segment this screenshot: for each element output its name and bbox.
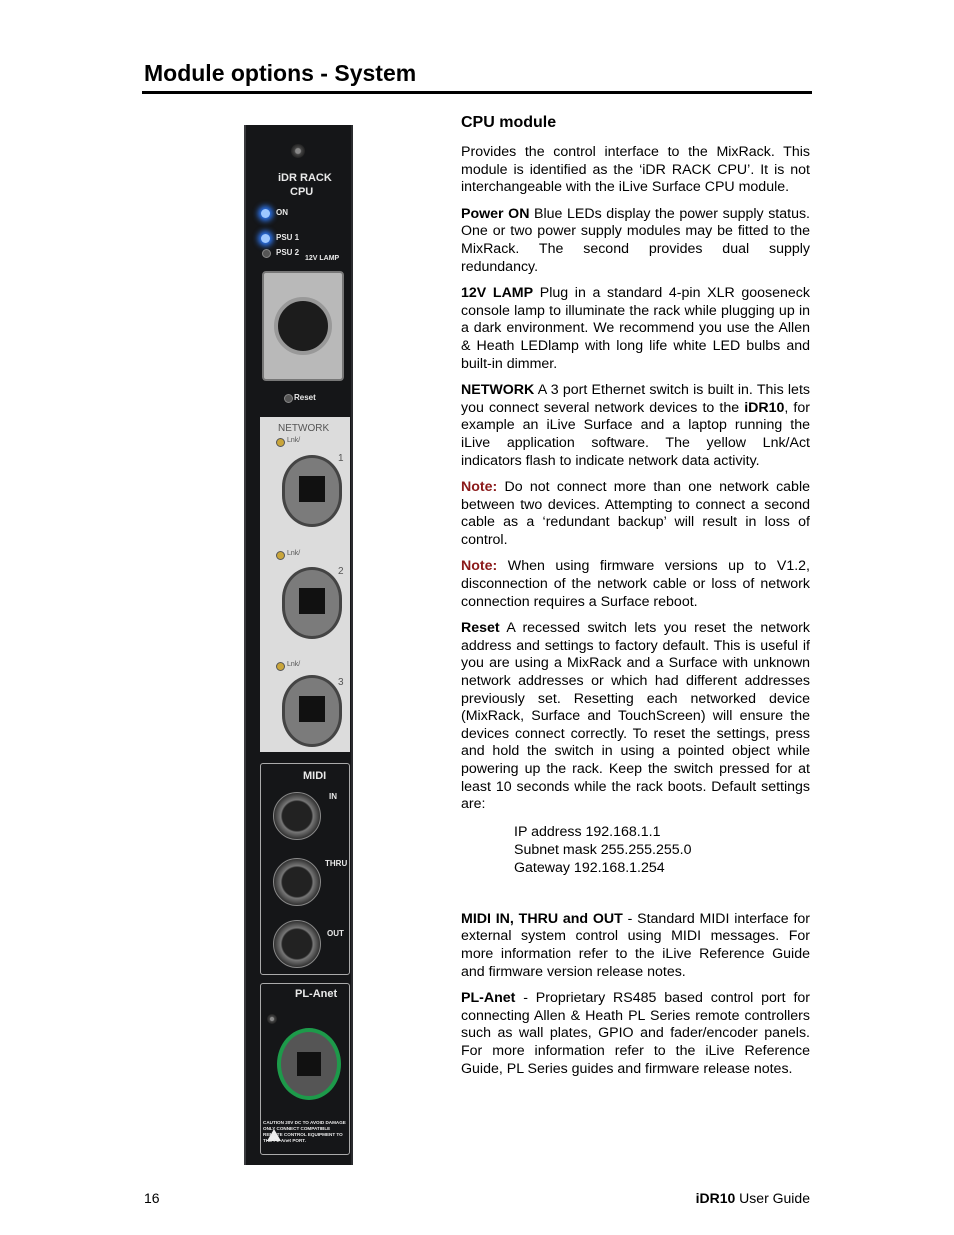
network-text-1: A 3 port Ethernet switch is built in. This lets you connect several network devices to the [461, 382, 810, 416]
midi-in-port[interactable] [273, 792, 321, 840]
network-term: NETWORK [461, 382, 535, 399]
intro-paragraph: Provides the control interface to the MixRack. This module is identified as the ‘iDR RACK CPU’. It is not interchangeable with the iLive Surface CPU module. [461, 144, 810, 196]
page-title: Module options - System [144, 60, 417, 86]
note-2-text: When using firmware versions up to V1.2, disconnection of the network cable or loss of network connection requires a Surface reboot. [461, 558, 810, 610]
caution-label: CAUTION 20V DC TO AVOID DAMAGE ONLY CONNECT COMPATIBLE REMOTE CONTROL EQUIPMENT TO THE PL-Anet PORT. [263, 1120, 346, 1143]
on-led-icon [261, 209, 270, 218]
lamp-label: 12V LAMP [305, 255, 340, 262]
lamp-term: 12V LAMP [461, 285, 534, 302]
default-gateway: Gateway 192.168.1.254 [514, 859, 665, 876]
default-ip: IP address 192.168.1.1 [514, 823, 661, 840]
reset-switch[interactable] [284, 394, 293, 403]
network-plate [260, 417, 350, 752]
midi-thru-label: THRU [325, 859, 348, 868]
ethernet-port-2[interactable] [282, 567, 342, 639]
pl-anet-section [260, 983, 350, 1155]
led-on-label: ON [276, 208, 288, 217]
psu2-led-icon [262, 249, 271, 258]
pl-anet-term: PL-Anet [461, 990, 516, 1007]
midi-out-port[interactable] [273, 920, 321, 968]
text-column [461, 113, 810, 1087]
network-text-2: , for example an iLive Surface and a laptop running the iLive application software. The yellow Lnk/Act indicators flash to indicate network data activity. [461, 399, 810, 469]
page-number: 16 [144, 1190, 160, 1206]
screw-icon [291, 144, 305, 158]
note-1-text: Do not connect more than one network cable between two devices. Attempting to connect a second cable as a ‘redundant backup’ will result in loss of control. [461, 479, 810, 548]
power-text: Blue LEDs display the power supply status. One or two power supply modules may be fitted to the MixRack. The second provides dual supply redundancy. [461, 205, 810, 275]
note-1-paragraph [461, 479, 810, 549]
port-3-label: 3 [338, 677, 344, 688]
midi-text: - Standard MIDI interface for external system control using MIDI messages. For more information refer to the iLive Reference Guide and firmware version release notes. [461, 910, 811, 980]
psu1-led-icon [261, 234, 270, 243]
ethernet-port-3[interactable] [282, 675, 342, 747]
default-subnet: Subnet mask 255.255.255.0 [514, 841, 692, 858]
led-psu1-label: PSU 1 [276, 233, 300, 242]
network-paragraph [461, 382, 810, 470]
midi-in-label: IN [329, 792, 337, 801]
pl-anet-label: PL-Anet [295, 988, 338, 1000]
guide-name-bold: iDR10 [695, 1190, 736, 1206]
lnk-label: Lnk/ [287, 437, 301, 444]
lamp-text: Plug in a standard 4-pin XLR gooseneck console lamp to illuminate the rack while plugging up in a dark environment. We recommend you use the Allen & Heath LEDlamp with long life white LED bulbs and built-in dimmer. [461, 285, 810, 372]
title-rule [142, 91, 812, 94]
note-1-label: Note: [461, 479, 498, 496]
default-settings-list [514, 823, 810, 877]
pl-anet-paragraph [461, 990, 810, 1078]
port-1-label: 1 [338, 453, 344, 464]
panel-label-line1: iDR RACK [278, 172, 332, 184]
power-label: Power ON [461, 205, 530, 222]
reset-paragraph [461, 620, 810, 814]
power-paragraph [461, 206, 810, 276]
midi-out-label: OUT [327, 929, 344, 938]
note-2-paragraph [461, 558, 810, 611]
midi-paragraph [461, 911, 810, 981]
reset-text: A recessed switch lets you reset the network address and settings to factory default. This is useful if you are using a MixRack and a Surface with unknown network addresses or which had different addresses previously set. Resetting each networked device (MixRack, Surface and TouchScreen) will ensure the devices connect correctly. To reset the settings, press and hold the switch in using a pointed object while powering up the rack. Keep the switch pressed for at least 10 seconds while the rack boots. Default settings are: [461, 620, 810, 813]
pl-anet-port[interactable] [277, 1028, 341, 1100]
lnk-led-icon [276, 438, 285, 447]
xlr-socket-icon [274, 297, 332, 355]
led-psu2-label: PSU 2 [276, 248, 300, 257]
note-2-label: Note: [461, 558, 498, 575]
midi-section [260, 763, 350, 975]
lnk-led-icon [276, 662, 285, 671]
guide-name [600, 1190, 810, 1206]
section-heading: CPU module [461, 114, 557, 131]
network-bold: iDR10 [744, 399, 785, 416]
screw-icon [267, 1014, 277, 1024]
midi-label: MIDI [303, 770, 327, 782]
network-label: NETWORK [278, 423, 330, 434]
midi-thru-port[interactable] [273, 858, 321, 906]
lnk-label: Lnk/ [287, 550, 301, 557]
lamp-paragraph [461, 285, 810, 373]
reset-term: Reset [461, 620, 500, 637]
reset-label: Reset [294, 393, 316, 402]
midi-term: MIDI IN, THRU and OUT [461, 910, 623, 927]
lnk-label: Lnk/ [287, 661, 301, 668]
lnk-led-icon [276, 551, 285, 560]
ethernet-port-1[interactable] [282, 455, 342, 527]
xlr-lamp-socket[interactable] [262, 271, 344, 381]
cpu-module-panel [244, 125, 353, 1165]
panel-label-line2: CPU [290, 186, 314, 198]
pl-anet-text: - Proprietary RS485 based control port for connecting Allen & Heath PL Series remote controllers such as wall plates, GPIO and fader/encoder panels. For more information refer to the iLive Reference Guide, PL Series guides and firmware release notes. [461, 990, 810, 1077]
guide-name-rest: User Guide [735, 1190, 810, 1206]
port-2-label: 2 [338, 566, 344, 577]
